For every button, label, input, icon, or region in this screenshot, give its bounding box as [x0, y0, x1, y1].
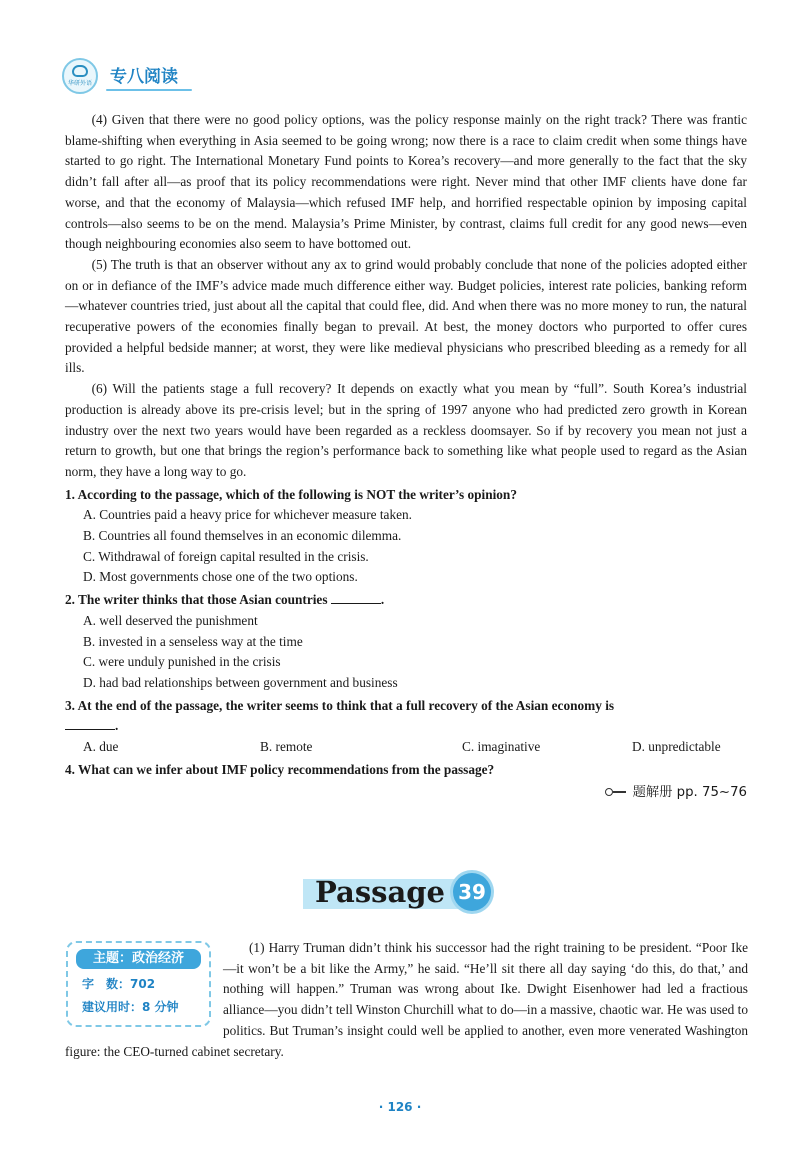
passage-paragraph-1-text: (1) Harry Truman didn’t think his successor had the right training to be president. “Poor Ike—it won’t be a bit like the Army,” he said. “He’ll sit there all day saying ‘do this, do that,’ and nothing will happen.” Truman was wrong about Ike. Dwight Eisenhower had led a fractious alliance—you didn’t tell Winston Churchill what to do—in a massive, chaotic war. He was used to politics. But Truman’s insight could well be applied to another, even more venerated Washington figure: the CEO-turned cabinet secretary.: [65, 940, 748, 1059]
paragraph-6: (6) Will the patients stage a full recovery? It depends on exactly what you mean by “full”. South Korea’s industrial production is already above its pre-crisis level; but in the spring of 1997 anyone who had predicted zero growth in Korean industry over the next two years would have been regarded as a reckless doomsayer. So if by recovery you mean not just a return to growth, but one that brings the region’s performance back to something like what people used to regard as the Asian norm, they have a long way to go.: [65, 381, 747, 479]
answer-ref-text: 题解册 pp. 75~76: [632, 784, 747, 800]
question-stem: 1. According to the passage, which of the following is NOT the writer’s opinion?: [65, 486, 517, 502]
word-count-row: [82, 975, 209, 992]
question-stem: [65, 696, 747, 717]
topic-heading: 主题：政治经济: [76, 949, 201, 969]
paragraph-4: (4) Given that there were no good policy options, was the policy response mainly on the right track? There was frantic blame-shifting when everything in Asia seemed to be going wrong; now there is a race to claim credit when some things have started to go right. The International Monetary Fund points to Korea’s recovery—and more generally to the fact that the sky didn’t fall after all—as proof that its policy recommendations were right. Never mind that other IMF clients have done far worse, and that the economy of Malaysia—which refused IMF help, and horrified respectable opinion by imposing capital controls—also seems to be on the mend. Malaysia’s Prime Minister, by contrast, claims full credit for any good news—even though neighbouring economies also seem to have bottomed out.: [65, 112, 747, 252]
logo-text: 华研外语: [67, 80, 92, 87]
answer-reference: [65, 783, 747, 803]
passage-heading: [0, 873, 800, 911]
question-stem-text: 2. The writer thinks that those Asian countries: [65, 592, 328, 608]
question-2: [65, 590, 747, 694]
paragraph-5: (5) The truth is that an observer without any ax to grind would probably conclude that none of the policies adopted either on or in defiance of the IMF’s advice made much difference either way. Budget policies, interest rate policies, banking reform—whatever countries tried, just about all the capital that could flee, did. And when there was no more money to run, the natural recuperative powers of the economies finally began to prevail. At best, the money doctors who purported to offer cures provided a helpful bedside manner; at worst, they were like medieval physicians who prescribed bleeding as a remedy for all ills.: [65, 256, 747, 376]
question-stem-blank: [65, 716, 747, 737]
question-3: [65, 696, 747, 758]
option-d: D. Most governments chose one of the two options.: [83, 569, 358, 585]
topic-box: [66, 941, 211, 1027]
question-1: [65, 485, 747, 589]
option-c: C. were unduly punished in the crisis: [83, 654, 281, 670]
passage-body: [65, 110, 747, 803]
option-b: B. invested in a senseless way at the time: [83, 633, 303, 649]
options-row: [65, 737, 747, 758]
owl-icon: [72, 65, 88, 77]
section-title: 专八阅读: [110, 62, 178, 91]
publisher-logo: [62, 58, 98, 94]
suggested-time-value: 8 分钟: [142, 1000, 179, 1014]
question-stem: [65, 590, 747, 611]
answer-blank: [65, 717, 115, 730]
option-c: C. imaginative: [462, 739, 541, 755]
option-d: D. unpredictable: [632, 739, 721, 755]
stem-end: .: [380, 592, 385, 608]
suggested-time-row: [82, 998, 209, 1015]
suggested-time-label: 建议用时：: [82, 1000, 143, 1014]
passage-word: Passage: [315, 875, 445, 909]
option-c: C. Withdrawal of foreign capital resulted in the crisis.: [83, 548, 369, 564]
stem-end: .: [115, 718, 119, 734]
option-b: B. Countries all found themselves in an economic dilemma.: [83, 528, 402, 544]
page-header: [62, 56, 178, 96]
question-stem: 4. What can we infer about IMF policy recommendations from the passage?: [65, 761, 495, 777]
passage-number-badge: 39: [453, 873, 491, 911]
question-4: [65, 760, 747, 781]
word-count-label: 字 数：: [82, 977, 131, 991]
word-count-value: 702: [130, 977, 156, 991]
passage-heading-wrap: [309, 873, 491, 911]
question-stem-text: 3. At the end of the passage, the writer seems to think that a full recovery of the Asian economy is: [65, 697, 615, 713]
answer-blank: [331, 591, 381, 604]
page-number: · 126 ·: [378, 1100, 422, 1114]
option-a: A. due: [83, 739, 119, 755]
option-a: A. well deserved the punishment: [83, 612, 258, 628]
option-d: D. had bad relationships between government and business: [83, 674, 398, 690]
key-icon: [605, 788, 627, 796]
option-b: B. remote: [260, 739, 313, 755]
option-a: A. Countries paid a heavy price for whichever measure taken.: [83, 507, 412, 523]
